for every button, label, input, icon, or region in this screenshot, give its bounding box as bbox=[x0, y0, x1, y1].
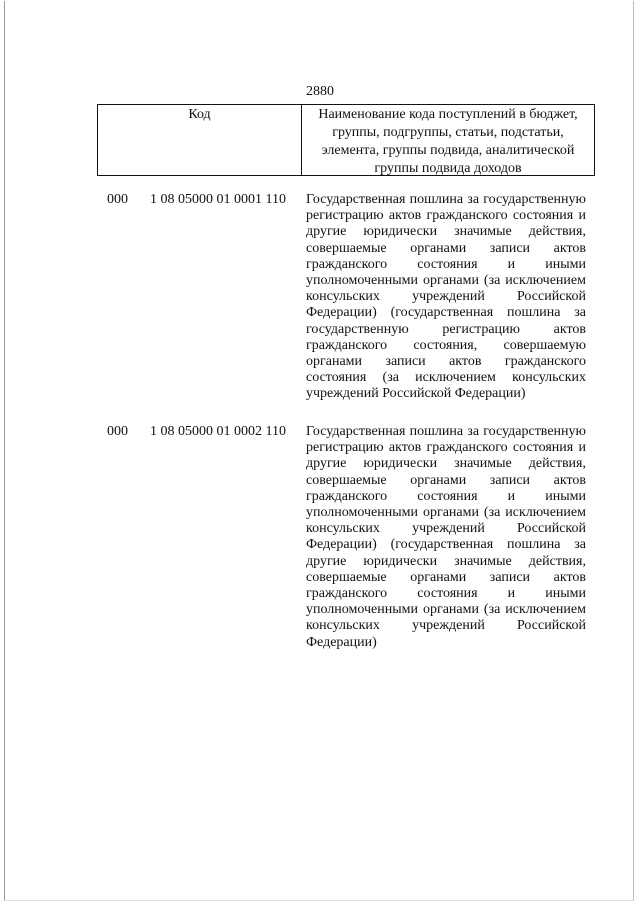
admin-code: 000 bbox=[107, 192, 128, 207]
income-description: Государственная пошлина за государственную регистрацию актов гражданского состояния и другие юридически значимые действия, совершаемые органами записи актов гражданского состояния и иными уполномоченными органами (за исключением консульских учреждений Российской Федерации) (государственная пошлина за другие юридически значимые действия, совершаемые органами записи актов гражданского состояния и иными уполномоченными органами (за исключением консульских учреждений Российской Федерации) bbox=[306, 424, 586, 650]
income-code: 1 08 05000 01 0002 110 bbox=[150, 424, 286, 439]
header-code-label: Код bbox=[98, 105, 302, 175]
admin-code: 000 bbox=[107, 424, 128, 439]
income-code: 1 08 05000 01 0001 110 bbox=[150, 192, 286, 207]
table-header bbox=[97, 104, 595, 176]
page-number: 2880 bbox=[306, 84, 334, 99]
income-description: Государственная пошлина за государственную регистрацию актов гражданского состояния и другие юридически значимые действия, совершаемые органами записи актов гражданского состояния и иными уполномоченными органами (за исключением консульских учреждений Российской Федерации) (государственная пошлина за государственную регистрацию актов гражданского состояния, совершаемую органами записи актов гражданского состояния (за исключением консульских учреждений Российской Федерации) bbox=[306, 192, 586, 402]
header-name-label: Наименование кода поступлений в бюджет, группы, подгруппы, статьи, подстатьи, элемента, группы подвида, аналитической группы подвида доходов bbox=[318, 107, 578, 176]
